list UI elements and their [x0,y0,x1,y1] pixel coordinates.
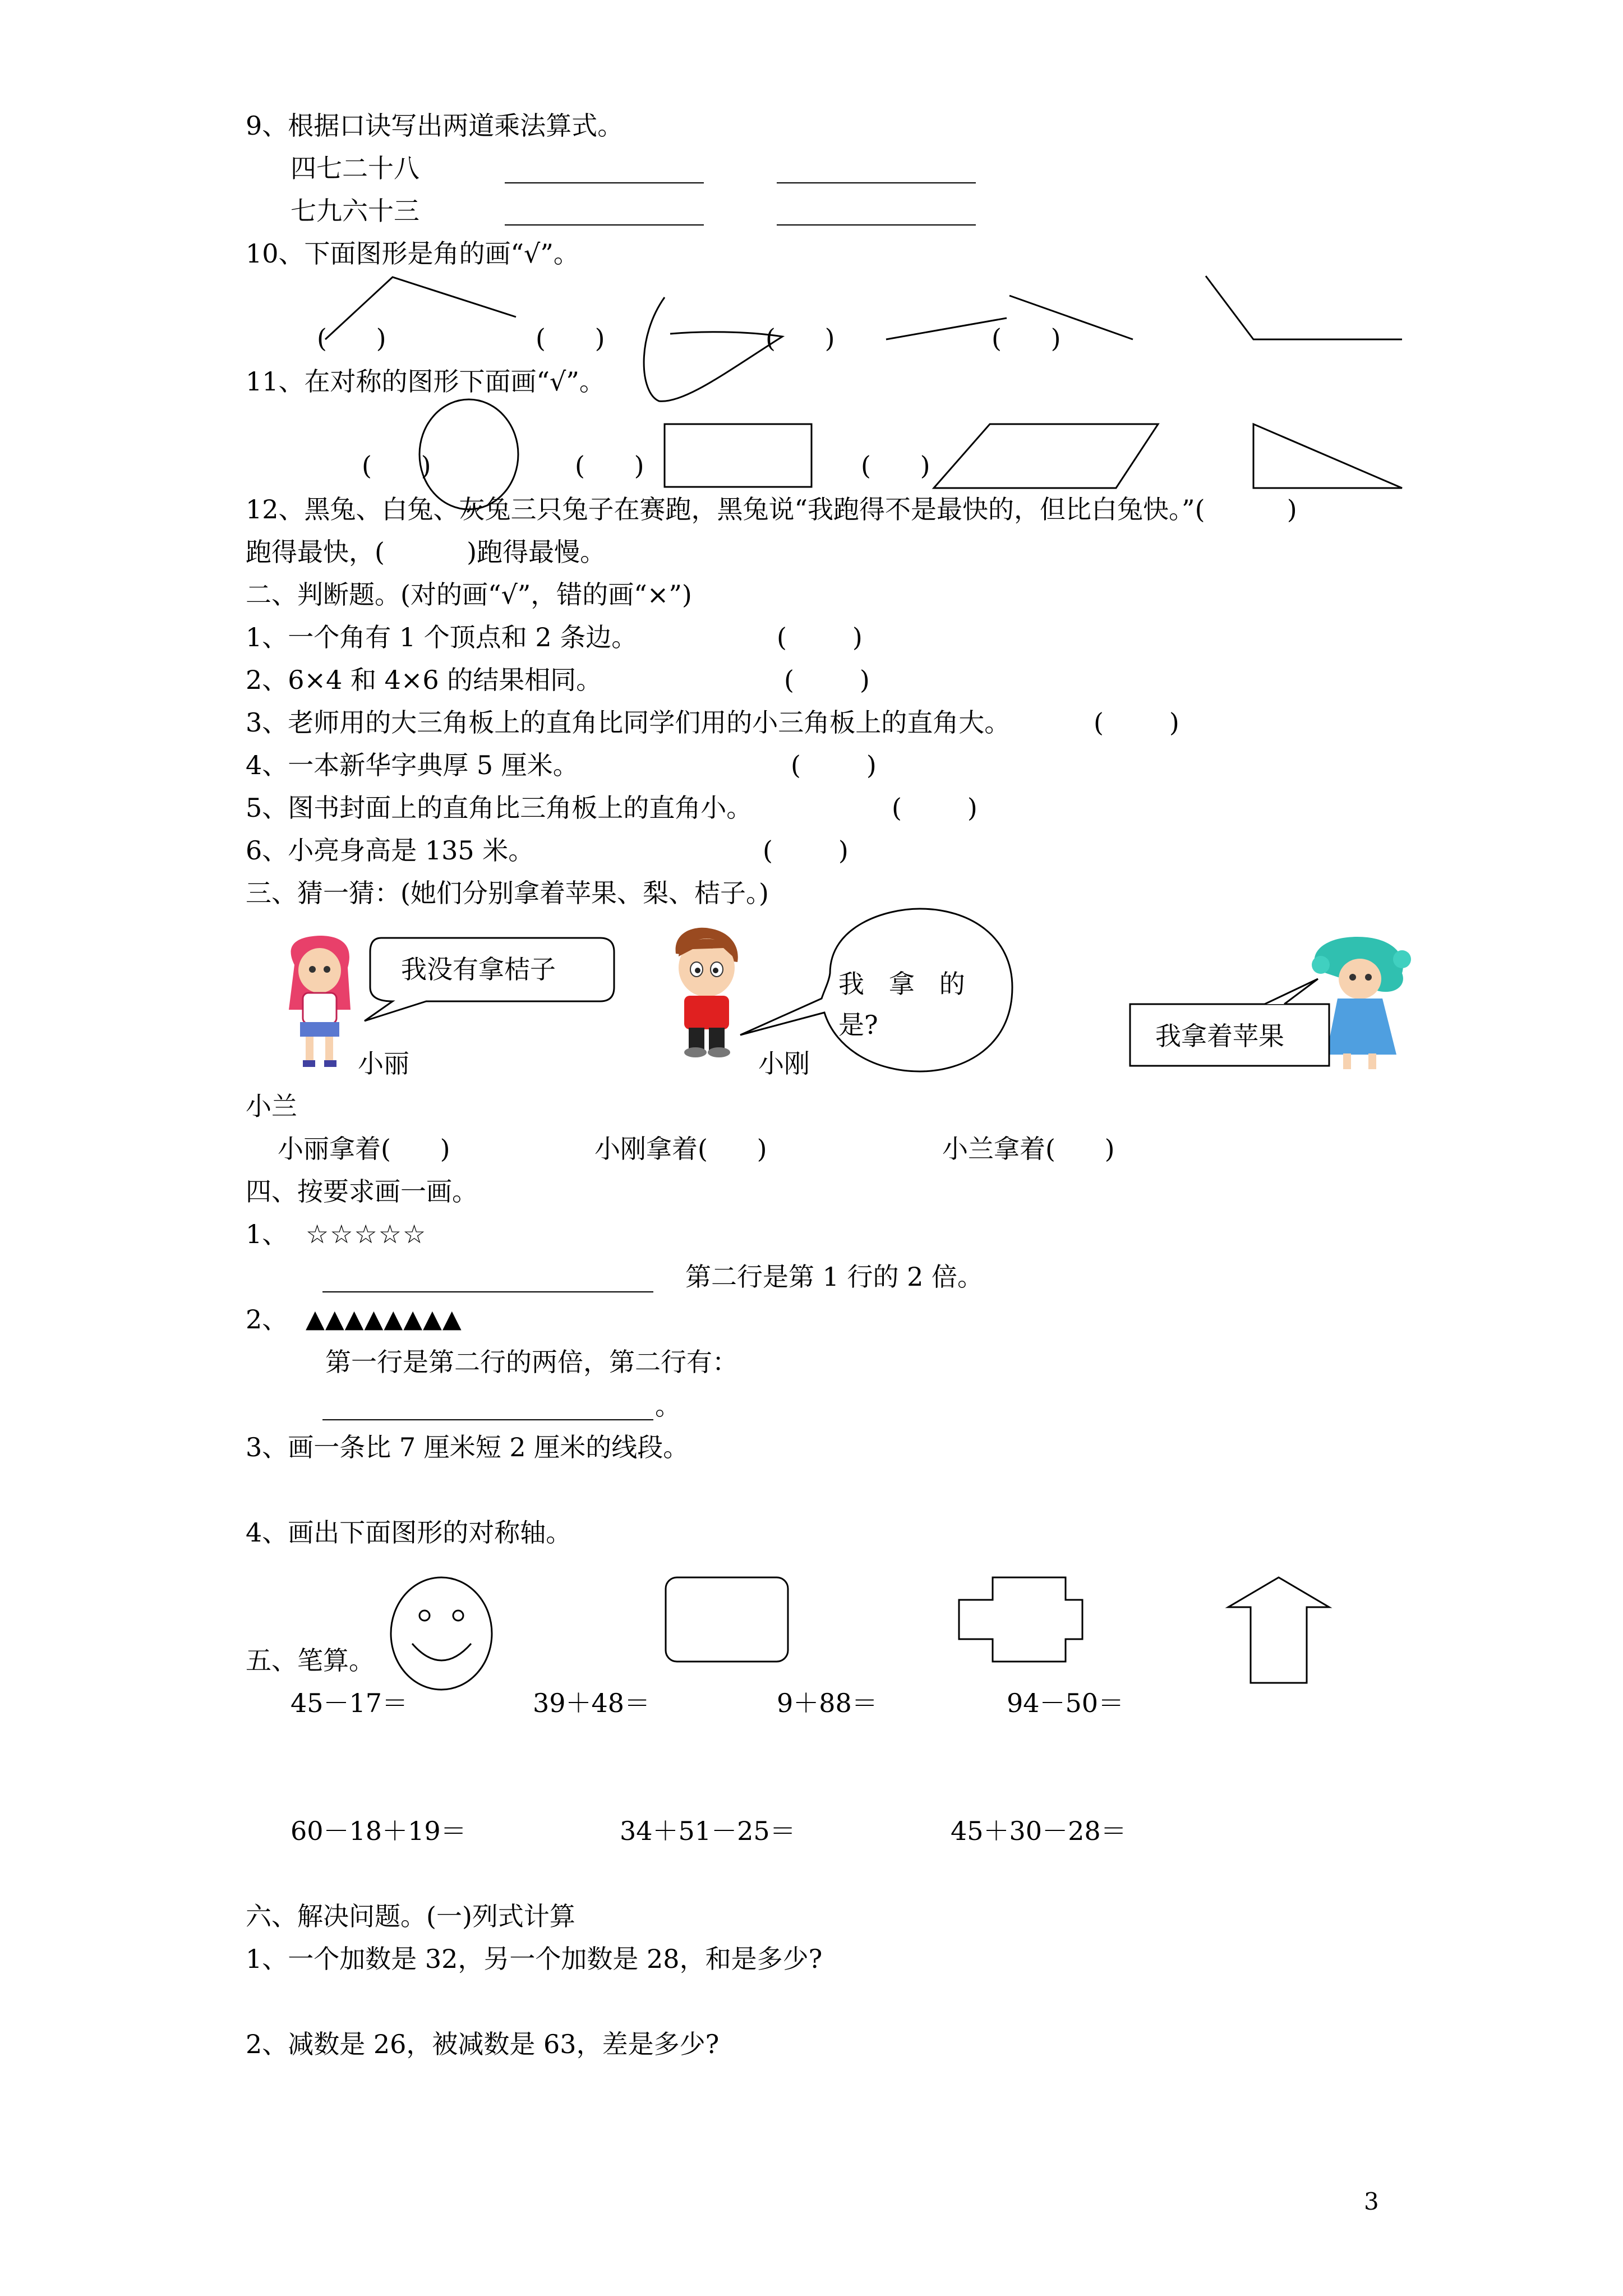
judge-item: 5、图书封面上的直角比三角板上的直角小。 [246,793,753,823]
xiaolan-speech: 我拿着苹果 [1155,1021,1284,1051]
calc-problem: 34＋51－25＝ [620,1816,796,1846]
star-row: ☆☆☆☆☆ [306,1219,427,1249]
answer-xiaogang[interactable]: 小刚拿着( ) [594,1134,767,1164]
cross-shape [959,1577,1082,1662]
q11-answer-bracket[interactable]: ( ) [575,450,644,481]
draw-item2-label: 2、 [246,1304,288,1335]
q10-title: 10、下面图形是角的画“√”。 [246,238,579,269]
judge-item: 3、老师用的大三角板上的直角比同学们用的小三角板上的直角大。 [246,707,1011,738]
q11-answer-bracket[interactable]: ( ) [861,450,930,481]
judge-bracket[interactable]: ( ) [791,750,877,780]
draw-header: 四、按要求画一画。 [246,1176,478,1207]
solve-q1: 1、一个加数是 32，另一个加数是 28，和是多少? [246,1944,823,1974]
triangle-row: ▲▲▲▲▲▲▲▲ [306,1305,462,1333]
name-xiaogang: 小刚 [758,1048,810,1079]
q9-title: 9、根据口诀写出两道乘法算式。 [246,111,624,141]
answer-xiaolan[interactable]: 小兰拿着( ) [942,1134,1115,1164]
judge-bracket[interactable]: ( ) [763,835,849,866]
solve-q2: 2、减数是 26，被减数是 63，差是多少? [246,2029,720,2059]
up-arrow-shape [1228,1577,1329,1683]
judge-header: 二、判断题。(对的画“√”，错的画“×”) [246,579,692,610]
page-number: 3 [1364,2188,1379,2215]
judge-item: 6、小亮身高是 135 米。 [246,835,534,866]
judge-item: 2、6×4 和 4×6 的结果相同。 [246,665,602,695]
draw-item4: 4、画出下面图形的对称轴。 [246,1517,572,1548]
judge-bracket[interactable]: ( ) [1094,707,1179,738]
rounded-rectangle-shape [666,1577,788,1662]
q12-line1: 12、黑兔、白兔、灰兔三只兔子在赛跑，黑兔说“我跑得不是最快的，但比白兔快。”( ) [246,494,1297,524]
xiaogang-speech-line2: 是? [838,1010,878,1040]
judge-bracket[interactable]: ( ) [784,665,870,695]
calc-problem: 45＋30－28＝ [951,1816,1127,1846]
guess-header: 三、猜一猜：(她们分别拿着苹果、梨、桔子。) [246,878,769,908]
calc-header: 五、笔算。 [246,1645,375,1676]
xiaogang-speech-line1: 我 拿 的 [838,969,965,999]
q10-answer-bracket[interactable]: ( ) [317,323,386,353]
answer-xiaoli[interactable]: 小丽拿着( ) [278,1134,450,1164]
calc-problem: 94－50＝ [1007,1688,1124,1718]
calc-problem: 39＋48＝ [533,1688,651,1718]
q10-answer-bracket[interactable]: ( ) [992,323,1061,353]
q9-line2: 七九六十三 [291,196,419,226]
calc-problem: 45－17＝ [291,1688,408,1718]
xiaoli-speech: 我没有拿桔子 [401,954,556,984]
q10-answer-bracket[interactable]: ( ) [536,323,605,353]
draw-item2-text: 第一行是第二行的两倍，第二行有： [325,1347,738,1377]
draw-item1-text: 第二行是第 1 行的 2 倍。 [685,1262,984,1292]
judge-bracket[interactable]: ( ) [777,622,863,652]
q12-line2: 跑得最快，( )跑得最慢。 [246,537,606,567]
smiley-face-icon [391,1577,492,1690]
q11-title: 11、在对称的图形下面画“√”。 [246,366,605,397]
q10-answer-bracket[interactable]: ( ) [766,323,835,353]
draw-item3: 3、画一条比 7 厘米短 2 厘米的线段。 [246,1432,689,1462]
judge-item: 1、一个角有 1 个顶点和 2 条边。 [246,622,638,652]
solve-header: 六、解决问题。(一)列式计算 [246,1901,575,1931]
q9-line1: 四七二十八 [291,153,419,183]
q11-answer-bracket[interactable]: ( ) [362,450,431,481]
judge-item: 4、一本新华字典厚 5 厘米。 [246,750,579,780]
calc-problem: 60－18＋19＝ [291,1816,467,1846]
judge-bracket[interactable]: ( ) [892,793,978,823]
name-xiaolan: 小兰 [246,1091,297,1121]
draw-item2-end: 。 [655,1391,681,1421]
draw-item1-label: 1、 [246,1219,288,1249]
name-xiaoli: 小丽 [358,1048,409,1079]
calc-problem: 9＋88＝ [777,1688,878,1718]
